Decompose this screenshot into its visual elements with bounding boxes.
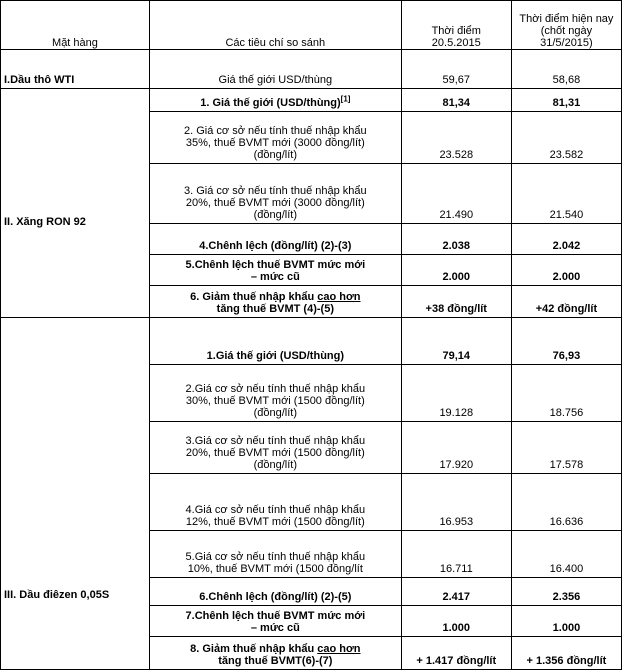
value-date2: +42 đồng/lít bbox=[511, 286, 621, 318]
value-date1: 23.528 bbox=[401, 112, 511, 164]
table-row bbox=[1, 318, 622, 365]
header-date1: Thời điểm 20.5.2015 bbox=[401, 1, 511, 50]
criteria-cell: 4.Giá cơ sở nếu tính thuế nhập khẩu 12%, thuế BVMT mới (1500 đồng/lít) bbox=[149, 474, 401, 531]
value-date2: 23.582 bbox=[511, 112, 621, 164]
value-date1: 16.953 bbox=[401, 474, 511, 531]
value-date1: 1.000 bbox=[401, 606, 511, 637]
value-date1: 17.920 bbox=[401, 422, 511, 474]
criteria-cell: 1.Giá thế giới (USD/thùng) bbox=[149, 318, 401, 365]
value-date2: 76,93 bbox=[511, 318, 621, 365]
criteria-cell: 7.Chênh lệch thuế BVMT mức mới – mức cũ bbox=[149, 606, 401, 637]
criteria-cell: 5.Giá cơ sở nếu tính thuế nhập khẩu 10%, thuế BVMT mới (1500 đồng/lít bbox=[149, 531, 401, 578]
header-criteria: Các tiêu chí so sánh bbox=[149, 1, 401, 50]
value-date2: 18.756 bbox=[511, 365, 621, 422]
criteria-cell: 1. Giá thế giới (USD/thùng)[1] bbox=[149, 89, 401, 112]
value-date2: 2.042 bbox=[511, 224, 621, 255]
criteria-cell: 8. Giảm thuế nhập khẩu cao hơn tăng thuế BVMT(6)-(7) bbox=[149, 637, 401, 670]
value-date1: 81,34 bbox=[401, 89, 511, 112]
criteria-cell: 2. Giá cơ sở nếu tính thuế nhập khẩu 35%, thuế BVMT mới (3000 đồng/lít) (đồng/lít) bbox=[149, 112, 401, 164]
section-name: II. Xăng RON 92 bbox=[1, 89, 150, 318]
criteria-cell: 3. Giá cơ sở nếu tính thuế nhập khẩu 20%, thuế BVMT mới (3000 đồng/lít) (đồng/lít) bbox=[149, 164, 401, 224]
criteria-cell: 4.Chênh lệch (đồng/lít) (2)-(3) bbox=[149, 224, 401, 255]
value-date2: 1.000 bbox=[511, 606, 621, 637]
value-date1: 59,67 bbox=[401, 50, 511, 89]
value-date1: 19.128 bbox=[401, 365, 511, 422]
value-date2: 2.000 bbox=[511, 255, 621, 286]
value-date2: 21.540 bbox=[511, 164, 621, 224]
header-row bbox=[1, 1, 622, 50]
value-date1: 2.417 bbox=[401, 578, 511, 606]
table-row bbox=[1, 50, 622, 89]
header-item: Mặt hàng bbox=[1, 1, 150, 50]
value-date2: 16.400 bbox=[511, 531, 621, 578]
table-row bbox=[1, 89, 622, 112]
value-date1: +38 đồng/lít bbox=[401, 286, 511, 318]
criteria-cell: Giá thế giới USD/thùng bbox=[149, 50, 401, 89]
header-date2: Thời điểm hiện nay (chốt ngày 31/5/2015) bbox=[511, 1, 621, 50]
section-name: I.Dầu thô WTI bbox=[1, 50, 150, 89]
value-date1: 16.711 bbox=[401, 531, 511, 578]
value-date2: 17.578 bbox=[511, 422, 621, 474]
value-date2: 81,31 bbox=[511, 89, 621, 112]
value-date1: + 1.417 đồng/lít bbox=[401, 637, 511, 670]
value-date1: 2.000 bbox=[401, 255, 511, 286]
value-date2: + 1.356 đồng/lít bbox=[511, 637, 621, 670]
criteria-cell: 2.Giá cơ sở nếu tính thuế nhập khẩu 30%, thuế BVMT mới (1500 đồng/lít) (đồng/lít) bbox=[149, 365, 401, 422]
value-date1: 21.490 bbox=[401, 164, 511, 224]
value-date1: 2.038 bbox=[401, 224, 511, 255]
value-date2: 2.356 bbox=[511, 578, 621, 606]
value-date2: 58,68 bbox=[511, 50, 621, 89]
section-name: III. Dầu điêzen 0,05S bbox=[1, 318, 150, 670]
criteria-cell: 5.Chênh lệch thuế BVMT mức mới – mức cũ bbox=[149, 255, 401, 286]
criteria-cell: 3.Giá cơ sở nếu tính thuế nhập khẩu 20%, thuế BVMT mới (1500 đồng/lít) (đồng/lít) bbox=[149, 422, 401, 474]
criteria-cell: 6. Giảm thuế nhập khẩu cao hơn tăng thuế BVMT (4)-(5) bbox=[149, 286, 401, 318]
value-date1: 79,14 bbox=[401, 318, 511, 365]
value-date2: 16.636 bbox=[511, 474, 621, 531]
criteria-cell: 6.Chênh lệch (đồng/lít) (2)-(5) bbox=[149, 578, 401, 606]
